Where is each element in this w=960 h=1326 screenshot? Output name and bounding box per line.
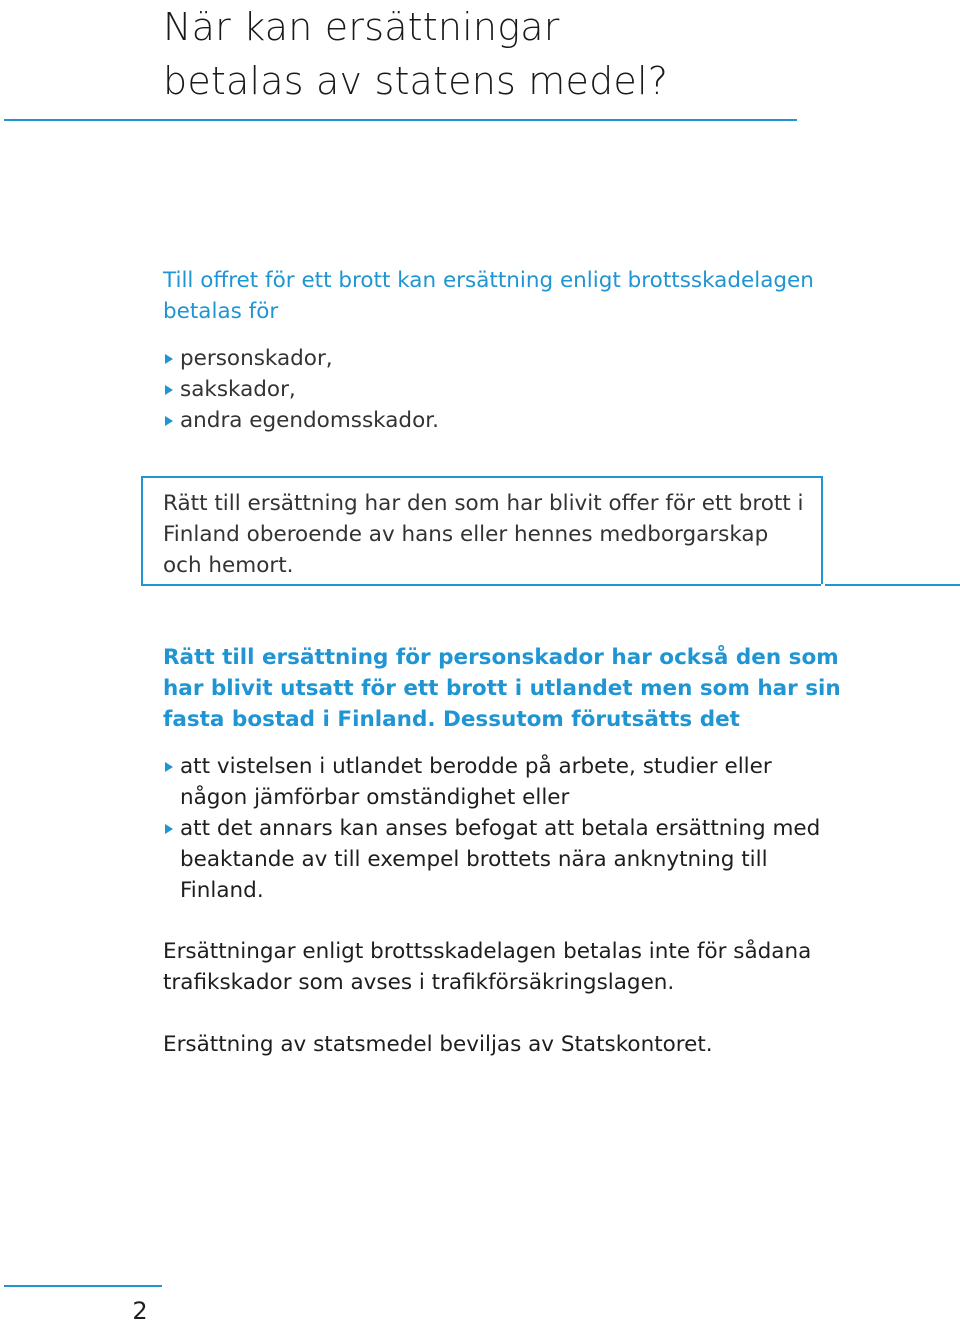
footer-divider [4, 1285, 162, 1287]
traffic-paragraph: Ersättningar enligt brottsskadelagen betalas inte för sådana trafikskador som avses i trafikförsäkringslagen. [163, 939, 812, 995]
authority-paragraph: Ersättning av statsmedel beviljas av Statskontoret. [163, 1032, 713, 1057]
list-item [163, 813, 843, 906]
damage-type-list [163, 343, 763, 436]
list-item-text: personskador, [180, 346, 333, 371]
page-title: När kan ersättningar betalas av statens medel? [163, 5, 669, 103]
abroad-conditions-list [163, 751, 843, 906]
page-number: 2 [132, 1297, 148, 1325]
title-divider [4, 119, 797, 121]
list-item [163, 405, 763, 436]
list-item [163, 343, 763, 374]
list-item [163, 374, 763, 405]
callout-base-rule [141, 584, 960, 586]
list-item-text: att vistelsen i utlandet berodde på arbete, studier eller någon jämförbar omständighet eller [180, 754, 772, 810]
callout-text: Rätt till ersättning har den som har blivit offer för ett brott i Finland oberoende av hans eller hennes medborgarskap och hemort. [163, 491, 804, 578]
callout-rule-gap [821, 584, 825, 586]
list-item-text: sakskador, [180, 377, 296, 402]
list-item-text: andra egendomsskador. [180, 408, 439, 433]
list-item-text: att det annars kan anses befogat att betala ersättning med beaktande av till exempel brottets nära anknytning till Finland. [180, 816, 821, 903]
intro-lead: Till offret för ett brott kan ersättning enligt brottsskadelagen betalas för [163, 268, 814, 324]
abroad-lead: Rätt till ersättning för personskador har också den som har blivit utsatt för ett brott i utlandet men som har sin fasta bostad i Finland. Dessutom förutsätts det [163, 645, 841, 732]
list-item [163, 751, 843, 813]
